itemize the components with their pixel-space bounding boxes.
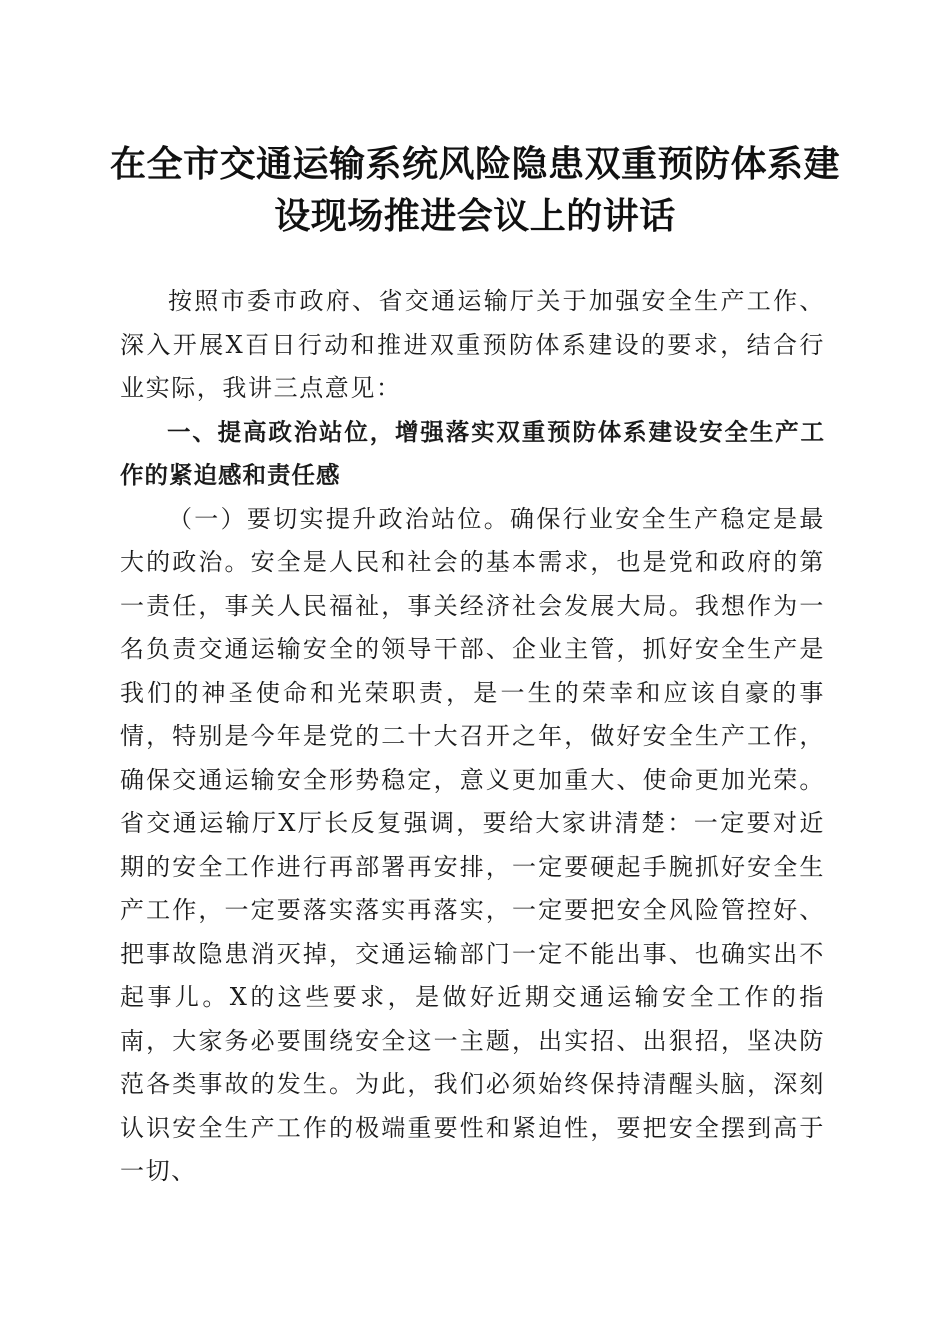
document-body <box>120 280 825 1194</box>
document-title: 在全市交通运输系统风险隐患双重预防体系建设现场推进会议上的讲话 <box>110 143 841 237</box>
section-heading-1: 一、提高政治站位，增强落实双重预防体系建设安全生产工作的紧迫感和责任感 <box>120 417 825 489</box>
intro-paragraph: 按照市委市政府、省交通运输厅关于加强安全生产工作、深入开展X百日行动和推进双重预防体系建设的要求，结合行业实际，我讲三点意见： <box>120 287 825 402</box>
body-paragraph: （一）要切实提升政治站位。确保行业安全生产稳定是最大的政治。安全是人民和社会的基本需求，也是党和政府的第一责任，事关人民福祉，事关经济社会发展大局。我想作为一名负责交通运输安全的领导干部、企业主管，抓好安全生产是我们的神圣使命和光荣职责，是一生的荣幸和应该自豪的事情，特别是今年是党的二十大召开之年，做好安全生产工作，确保交通运输安全形势稳定，意义更加重大、使命更加光荣。省交通运输厅X厅长反复强调，要给大家讲清楚：一定要对近期的安全工作进行再部署再安排，一定要硬起手腕抓好安全生产工作，一定要落实落实再落实，一定要把安全风险管控好、把事故隐患消灭掉，交通运输部门一定不能出事、也确实出不起事儿。X的这些要求，是做好近期交通运输安全工作的指南，大家务必要围绕安全这一主题，出实招、出狠招，坚决防范各类事故的发生。为此，我们必须始终保持清醒头脑，深刻认识安全生产工作的极端重要性和紧迫性，要把安全摆到高于一切、 <box>120 504 825 1185</box>
